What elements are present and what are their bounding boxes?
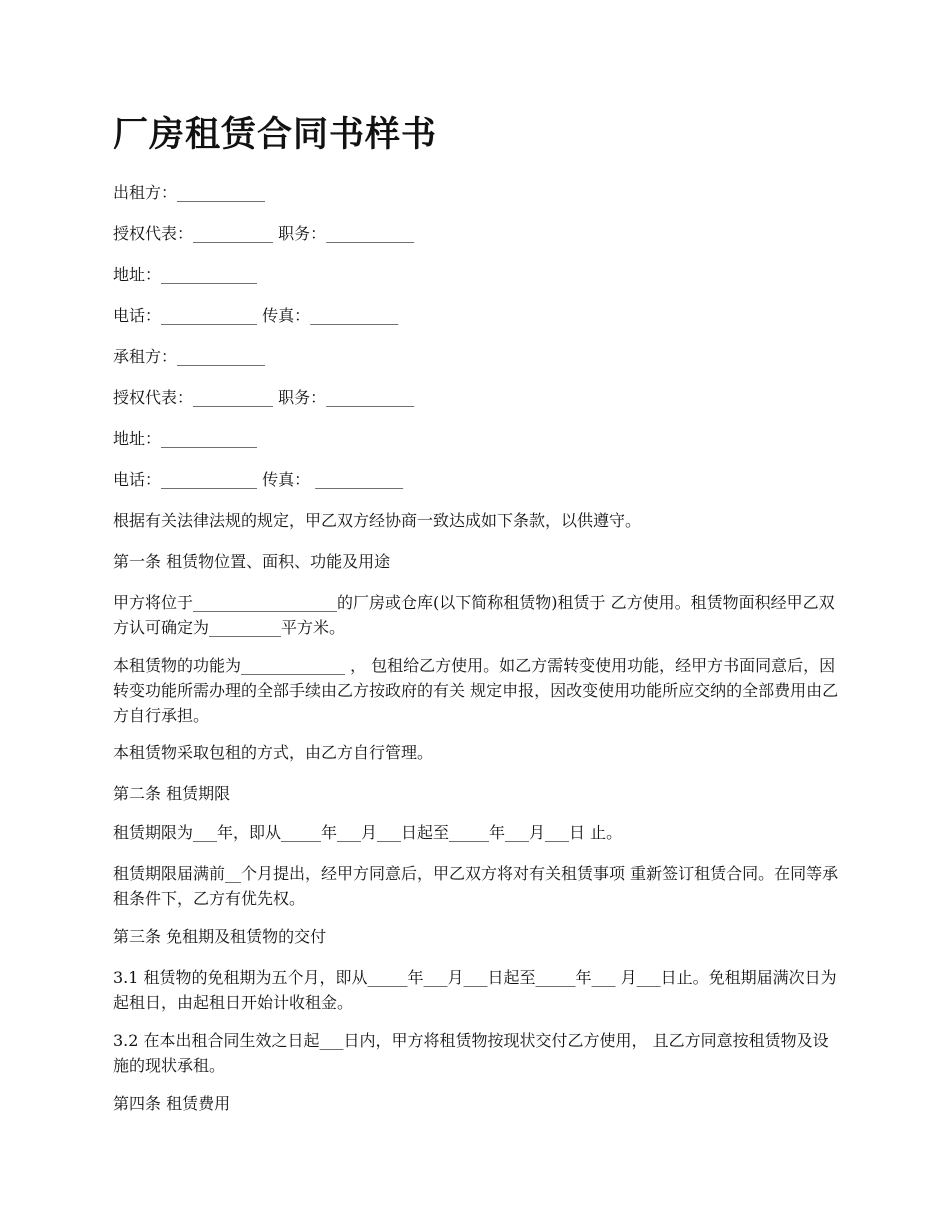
lessor-address-line: 地址：____________	[113, 265, 258, 284]
lessor-representative-line: 授权代表：__________ 职务：___________	[113, 224, 415, 243]
article-2-term-paragraph: 租赁期限为___年，即从_____年___月___日起至_____年___月___日 止。	[113, 823, 623, 842]
article-1-location-paragraph: 甲方将位于__________________的厂房或仓库(以下简称租赁物)租赁于 乙方使用。租赁物面积经甲乙双方认可确定为_________平方米。	[113, 593, 835, 637]
lessor-line: 出租方：___________	[113, 183, 266, 202]
article-3-1-paragraph: 3.1 租赁物的免租期为五个月，即从_____年___月___日起至_____年___ 月___日止。免租期届满次日为起租日，由起租日开始计收租金。	[113, 968, 837, 1012]
article-4-heading: 第四条 租赁费用	[113, 1094, 231, 1113]
article-1-management-paragraph: 本租赁物采取包租的方式，由乙方自行管理。	[113, 743, 434, 762]
article-2-heading: 第二条 租赁期限	[113, 784, 231, 803]
article-3-heading: 第三条 免租期及租赁物的交付	[113, 927, 327, 946]
document-title: 厂房租赁合同书样书	[113, 115, 438, 155]
preamble-paragraph: 根据有关法律法规的规定，甲乙双方经协商一致达成如下条款，以供遵守。	[113, 511, 642, 530]
lessee-address-line: 地址：____________	[113, 429, 258, 448]
lessee-phone-fax-line: 电话：____________ 传真： ___________	[113, 470, 404, 489]
article-1-function-paragraph: 本租赁物的功能为_____________ ， 包租给乙方使用。如乙方需转变使用功能，经甲方书面同意后，因转变功能所需办理的全部手续由乙方按政府的有关 规定申报，因改变使用功能所应交纳的全部费用由乙方自行承担。	[113, 656, 839, 725]
lessee-representative-line: 授权代表：__________ 职务：___________	[113, 388, 415, 407]
article-3-2-paragraph: 3.2 在本出租合同生效之日起___日内，甲方将租赁物按现状交付乙方使用， 且乙方同意按租赁物及设施的现状承租。	[113, 1031, 829, 1075]
lessor-phone-fax-line: 电话：____________ 传真：___________	[113, 306, 399, 325]
lessee-line: 承租方：___________	[113, 347, 266, 366]
article-2-renewal-paragraph: 租赁期限届满前__个月提出，经甲方同意后，甲乙双方将对有关租赁事项 重新签订租赁合同。在同等承租条件下，乙方有优先权。	[113, 864, 839, 908]
article-1-heading: 第一条 租赁物位置、面积、功能及用途	[113, 552, 391, 571]
